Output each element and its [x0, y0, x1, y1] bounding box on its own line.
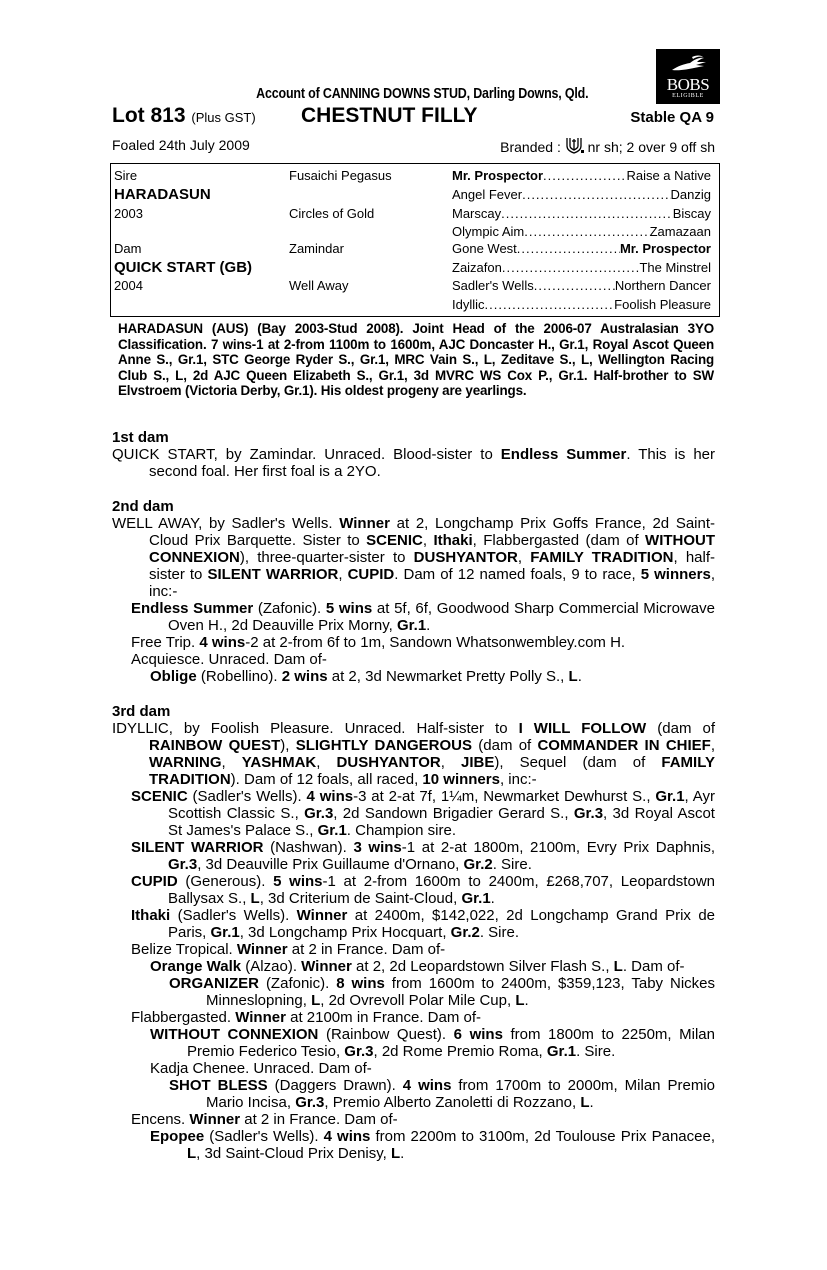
- produce-record: IDYLLIC, by Foolish Pleasure. Unraced. Half-sister to I WILL FOLLOW (dam of RAINBOW QUEST), SLIGHTLY DANGEROUS (dam of COMMANDER IN CHIEF, WARNING, YASHMAK, DUSHYANTOR, JIBE), Sequel (dam of FAMILY TRADITION). Dam of 12 foals, all raced, 10 winners, inc:-: [112, 720, 715, 788]
- ancestor-sire-name: Foolish Pleasure: [614, 297, 711, 312]
- dam-label: Dam: [114, 241, 142, 256]
- ancestor-sire-name: Biscay: [672, 206, 711, 221]
- produce-record: SHOT BLESS (Daggers Drawn). 4 wins from 1700m to 2000m, Milan Premio Mario Incisa, Gr.3, Premio Alberto Zanoletti di Rozzano, L.: [169, 1077, 715, 1111]
- leader-dots: [502, 259, 640, 277]
- sire-year: 2003: [114, 206, 143, 221]
- ancestor-sire-name: The Minstrel: [639, 260, 711, 275]
- ancestor-sire-name: Danzig: [670, 187, 711, 202]
- lot-label: Lot 813: [112, 104, 186, 127]
- pedigree-ancestor-row: [452, 205, 711, 223]
- produce-record: Endless Summer (Zafonic). 5 wins at 5f, 6f, Goodwood Sharp Commercial Microwave Oven H., 2d Deauville Prix Morny, Gr.1.: [131, 600, 715, 634]
- dam-sire: Zamindar: [289, 241, 344, 256]
- leader-dots: [543, 167, 626, 185]
- horse-head-icon: [666, 54, 710, 76]
- sire-name: HARADASUN: [114, 186, 211, 203]
- produce-record: QUICK START, by Zamindar. Unraced. Blood-sister to Endless Summer. This is her second foal. Her first foal is a 2YO.: [112, 446, 716, 480]
- ancestor-name: Olympic Aim: [452, 224, 525, 239]
- stable-location: Stable QA 9: [630, 109, 714, 126]
- ancestor-sire-name: Raise a Native: [626, 168, 711, 183]
- produce-record: Encens. Winner at 2 in France. Dam of-: [131, 1111, 398, 1128]
- ancestor-name: Idyllic: [452, 297, 485, 312]
- ancestor-name: Marscay: [452, 206, 502, 221]
- dam-line: [112, 429, 715, 1162]
- ancestor-sire-name: Mr. Prospector: [619, 241, 711, 256]
- produce-record: Acquiesce. Unraced. Dam of-: [131, 651, 327, 668]
- ancestor-name: Mr. Prospector: [452, 168, 544, 183]
- lot-number: [112, 104, 256, 128]
- leader-dots: [485, 296, 615, 314]
- leader-dots: [524, 223, 649, 241]
- logo-eligible-text: ELIGIBLE: [672, 93, 704, 99]
- produce-record: Kadja Chenee. Unraced. Dam of-: [150, 1060, 372, 1077]
- pedigree-table: [110, 163, 720, 317]
- lot-gst: (Plus GST): [191, 110, 256, 125]
- leader-dots: [517, 240, 620, 258]
- dam-year: 2004: [114, 278, 143, 293]
- sire-sire: Fusaichi Pegasus: [289, 168, 392, 183]
- ancestor-name: Sadler's Wells: [452, 278, 534, 293]
- foaled-date: Foaled 24th July 2009: [112, 137, 250, 153]
- dam-dam: Well Away: [289, 278, 349, 293]
- section-heading: 1st dam: [112, 429, 169, 446]
- section-heading: 2nd dam: [112, 498, 174, 515]
- pedigree-ancestor-row: [452, 296, 711, 314]
- brand-info: [500, 137, 715, 155]
- shield-brand-icon: [565, 137, 584, 154]
- leader-dots: [522, 186, 670, 204]
- ancestor-sire-name: Northern Dancer: [614, 278, 711, 293]
- ancestor-sire-name: Zamazaan: [649, 224, 711, 239]
- ancestor-name: Gone West: [452, 241, 517, 256]
- pedigree-ancestor-row: [452, 277, 711, 295]
- lot-header: [112, 104, 714, 130]
- produce-record: Flabbergasted. Winner at 2100m in France. Dam of-: [131, 1009, 482, 1026]
- produce-record: Epopee (Sadler's Wells). 4 wins from 2200m to 3100m, 2d Toulouse Prix Panacee, L, 3d Saint-Cloud Prix Denisy, L.: [150, 1128, 715, 1162]
- ancestor-name: Angel Fever: [452, 187, 523, 202]
- produce-record: Ithaki (Sadler's Wells). Winner at 2400m, $142,022, 2d Longchamp Grand Prix de Paris, Gr.1, 3d Longchamp Prix Hocquart, Gr.2. Sire.: [131, 907, 715, 941]
- leader-dots: [534, 277, 615, 295]
- pedigree-ancestor-row: [452, 240, 711, 258]
- pedigree-ancestor-row: [452, 223, 711, 241]
- produce-record: CUPID (Generous). 5 wins-1 at 2-from 1600m to 2400m, £268,707, Leopardstown Ballysax S., L, 3d Criterium de Saint-Cloud, Gr.1.: [131, 873, 715, 907]
- produce-record: Free Trip. 4 wins-2 at 2-from 6f to 1m, Sandown Whatsonwembley.com H.: [131, 634, 626, 651]
- sire-label: Sire: [114, 168, 138, 183]
- sire-summary: HARADASUN (AUS) (Bay 2003-Stud 2008). Joint Head of the 2006-07 Australasian 3YO Classification. 7 wins-1 at 2-from 1100m to 1600m, AJC Doncaster H., Gr.1, Royal Ascot Queen Anne S., Gr.1, STC George Ryder S., Gr.1, MRC Vain S., L, Zeditave S., L, Wellington Racing Club S., L, 2d AJC Queen Elizabeth S., Gr.1, 3d MVRC WS Cox P., Gr.1. Half-brother to SW Elvstroem (Victoria Derby, Gr.1). His oldest progeny are yearlings.: [118, 321, 714, 398]
- pedigree-ancestor-row: [452, 259, 711, 277]
- logo-bobs-text: BOBS: [666, 75, 710, 94]
- branded-label: Branded :: [500, 139, 561, 155]
- vendor-account: Account of CANNING DOWNS STUD, Darling Downs, Qld.: [256, 86, 589, 102]
- produce-record: Orange Walk (Alzao). Winner at 2, 2d Leopardstown Silver Flash S., L. Dam of-: [150, 958, 685, 975]
- produce-record: WITHOUT CONNEXION (Rainbow Quest). 6 wins from 1800m to 2250m, Milan Premio Federico Tesio, Gr.3, 2d Rome Premio Roma, Gr.1. Sire.: [150, 1026, 715, 1060]
- produce-record: SCENIC (Sadler's Wells). 4 wins-3 at 2-at 7f, 1¼m, Newmarket Dewhurst S., Gr.1, Ayr Scottish Classic S., Gr.3, 2d Sandown Brigadier Gerard S., Gr.3, 3d Royal Ascot St James's Palace S., Gr.1. Champion sire.: [131, 788, 715, 839]
- pedigree-ancestor-row: [452, 186, 711, 204]
- pedigree-ancestor-row: [452, 167, 711, 185]
- produce-record: ORGANIZER (Zafonic). 8 wins from 1600m to 2400m, $359,123, Taby Nickes Minneslopning, L, 2d Ovrevoll Polar Mile Cup, L.: [169, 975, 715, 1009]
- section-heading: 3rd dam: [112, 703, 171, 720]
- branded-text: nr sh; 2 over 9 off sh: [587, 139, 715, 155]
- dam-name: QUICK START (GB): [114, 259, 253, 276]
- horse-description: CHESTNUT FILLY: [301, 104, 478, 127]
- produce-record: Oblige (Robellino). 2 wins at 2, 3d Newmarket Pretty Polly S., L.: [150, 668, 582, 685]
- produce-record: WELL AWAY, by Sadler's Wells. Winner at 2, Longchamp Prix Goffs France, 2d Saint-Cloud Prix Barquette. Sister to SCENIC, Ithaki, Flabbergasted (dam of WITHOUT CONNEXION), three-quarter-sister to DUSHYANTOR, FAMILY TRADITION, half-sister to SILENT WARRIOR, CUPID. Dam of 12 named foals, 9 to race, 5 winners, inc:-: [112, 515, 716, 600]
- leader-dots: [501, 205, 673, 223]
- ancestor-name: Zaizafon: [452, 260, 502, 275]
- sire-dam: Circles of Gold: [289, 206, 375, 221]
- produce-record: SILENT WARRIOR (Nashwan). 3 wins-1 at 2-at 1800m, 2100m, Evry Prix Daphnis, Gr.3, 3d Deauville Prix Guillaume d'Ornano, Gr.2. Sire.: [131, 839, 716, 873]
- produce-record: Belize Tropical. Winner at 2 in France. Dam of-: [131, 941, 446, 958]
